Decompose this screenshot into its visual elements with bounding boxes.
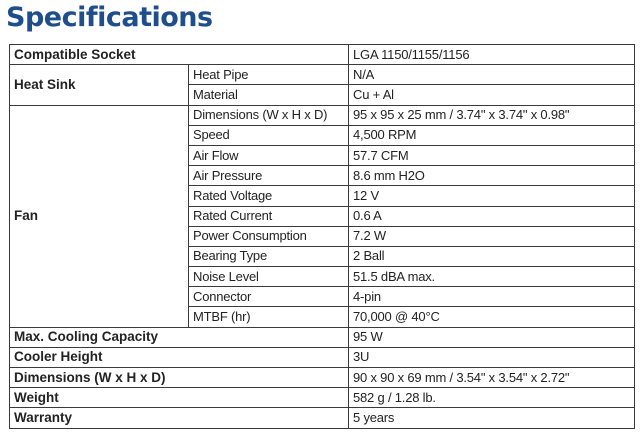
table-row [10,347,635,367]
row-value-max-cooling-capacity: 95 W [349,327,635,347]
table-row [10,327,635,347]
sub-label-material: Material [189,85,349,105]
sub-label-bearing-type: Bearing Type [189,246,349,266]
row-value-cooler-height: 3U [349,347,635,367]
row-value-warranty: 5 years [349,408,635,428]
sub-label-air-pressure: Air Pressure [189,166,349,186]
row-label-cooler-height: Cooler Height [10,347,349,367]
sub-value-connector: 4-pin [349,287,635,307]
row-value-dimensions: 90 x 90 x 69 mm / 3.54" x 3.54" x 2.72" [349,368,635,388]
sub-value-mtbf: 70,000 @ 40°C [349,307,635,327]
sub-label-air-flow: Air Flow [189,145,349,165]
table-row [10,65,635,85]
sub-value-heat-pipe: N/A [349,65,635,85]
row-label-heat-sink: Heat Sink [10,65,189,105]
sub-value-fan-dimensions: 95 x 95 x 25 mm / 3.74" x 3.74" x 0.98" [349,105,635,125]
sub-value-rated-current: 0.6 A [349,206,635,226]
sub-value-rated-voltage: 12 V [349,186,635,206]
row-value-compatible-socket: LGA 1150/1155/1156 [349,45,635,65]
row-label-warranty: Warranty [10,408,349,428]
sub-value-noise-level: 51.5 dBA max. [349,267,635,287]
row-label-weight: Weight [10,388,349,408]
sub-label-mtbf: MTBF (hr) [189,307,349,327]
page-title: Specifications [6,2,213,33]
sub-label-heat-pipe: Heat Pipe [189,65,349,85]
row-label-dimensions: Dimensions (W x H x D) [10,368,349,388]
table-row [10,388,635,408]
row-label-compatible-socket: Compatible Socket [10,45,349,65]
sub-label-noise-level: Noise Level [189,267,349,287]
sub-value-speed: 4,500 RPM [349,125,635,145]
sub-label-speed: Speed [189,125,349,145]
row-value-weight: 582 g / 1.28 lb. [349,388,635,408]
table-row [10,408,635,428]
table-row [10,105,635,125]
sub-label-connector: Connector [189,287,349,307]
row-label-fan: Fan [10,105,189,327]
sub-value-bearing-type: 2 Ball [349,246,635,266]
specifications-table [9,44,635,429]
sub-label-power-consumption: Power Consumption [189,226,349,246]
table-row [10,45,635,65]
sub-value-material: Cu + Al [349,85,635,105]
sub-value-air-flow: 57.7 CFM [349,145,635,165]
sub-value-air-pressure: 8.6 mm H2O [349,166,635,186]
sub-label-rated-voltage: Rated Voltage [189,186,349,206]
sub-value-power-consumption: 7.2 W [349,226,635,246]
sub-label-fan-dimensions: Dimensions (W x H x D) [189,105,349,125]
sub-label-rated-current: Rated Current [189,206,349,226]
table-row [10,368,635,388]
row-label-max-cooling-capacity: Max. Cooling Capacity [10,327,349,347]
